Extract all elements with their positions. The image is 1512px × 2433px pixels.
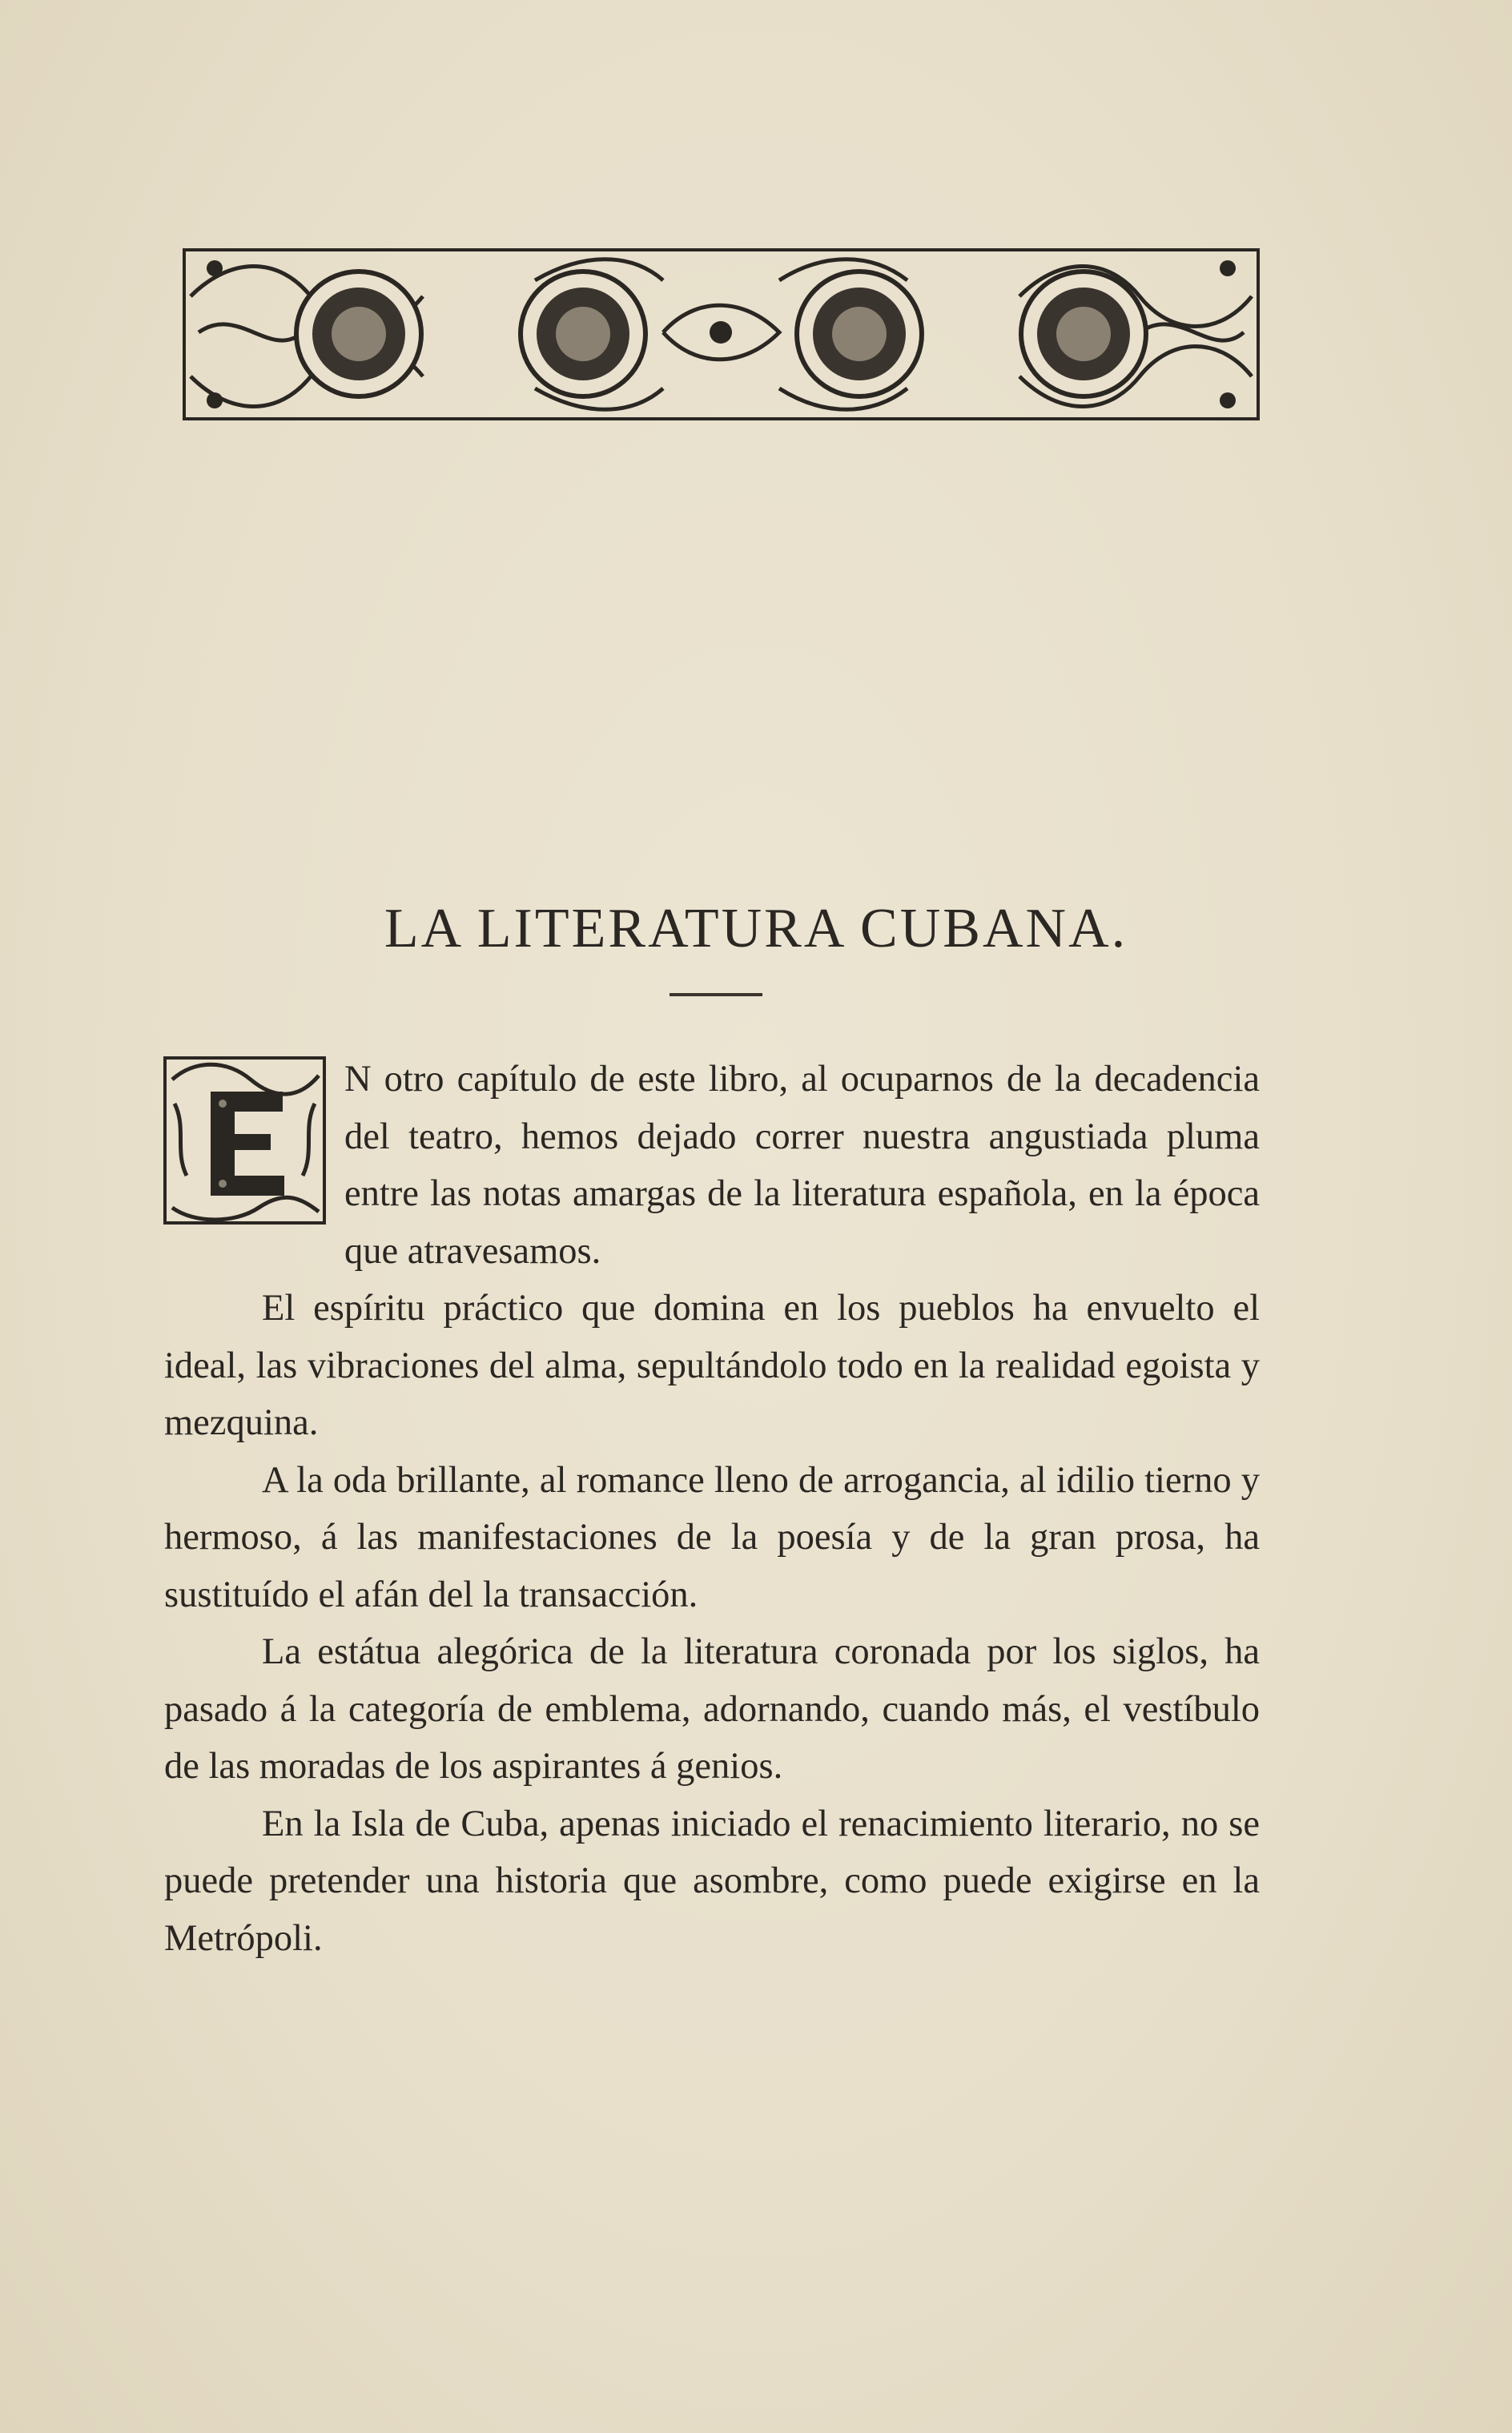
paragraph-1-text: otro capítulo de este libro, al ocuparnos de la decadencia del teatro, hemos dejado correr nuestra angustiada pluma entre las notas amargas de la literatura española, en la época que atravesamos. (344, 1059, 1260, 1272)
ornament-band-icon (183, 248, 1260, 420)
title-divider (670, 993, 762, 996)
body-text (164, 1051, 1260, 1967)
paragraph-5: En la Isla de Cuba, apenas iniciado el renacimiento literario, no se puede pretender una historia que asombre, como puede exigirse en la Metrópoli. (164, 1803, 1260, 1959)
paragraph-1 (164, 1051, 1260, 1280)
header-ornament (183, 248, 1260, 420)
paragraph-1-lead: N (344, 1059, 372, 1100)
paragraph-4: La estátua alegórica de la literatura coronada por los siglos, ha pasado á la categoría de emblema, adornando, cuando más, el vestíbulo de las moradas de los aspirantes á genios. (164, 1631, 1260, 1787)
ornamental-initial-e-icon (163, 1056, 327, 1225)
paragraph-3: A la oda brillante, al romance lleno de arrogancia, al idilio tierno y hermoso, á las manifestaciones de la poesía y de la gran prosa, ha sustituído el afán del la transacción. (164, 1459, 1260, 1615)
chapter-title: LA LITERATURA CUBANA. (384, 898, 1128, 959)
paragraph-2: El espíritu práctico que domina en los pueblos ha envuelto el ideal, las vibraciones del alma, sepultándolo todo en la realidad egoista y mezquina. (164, 1288, 1260, 1443)
